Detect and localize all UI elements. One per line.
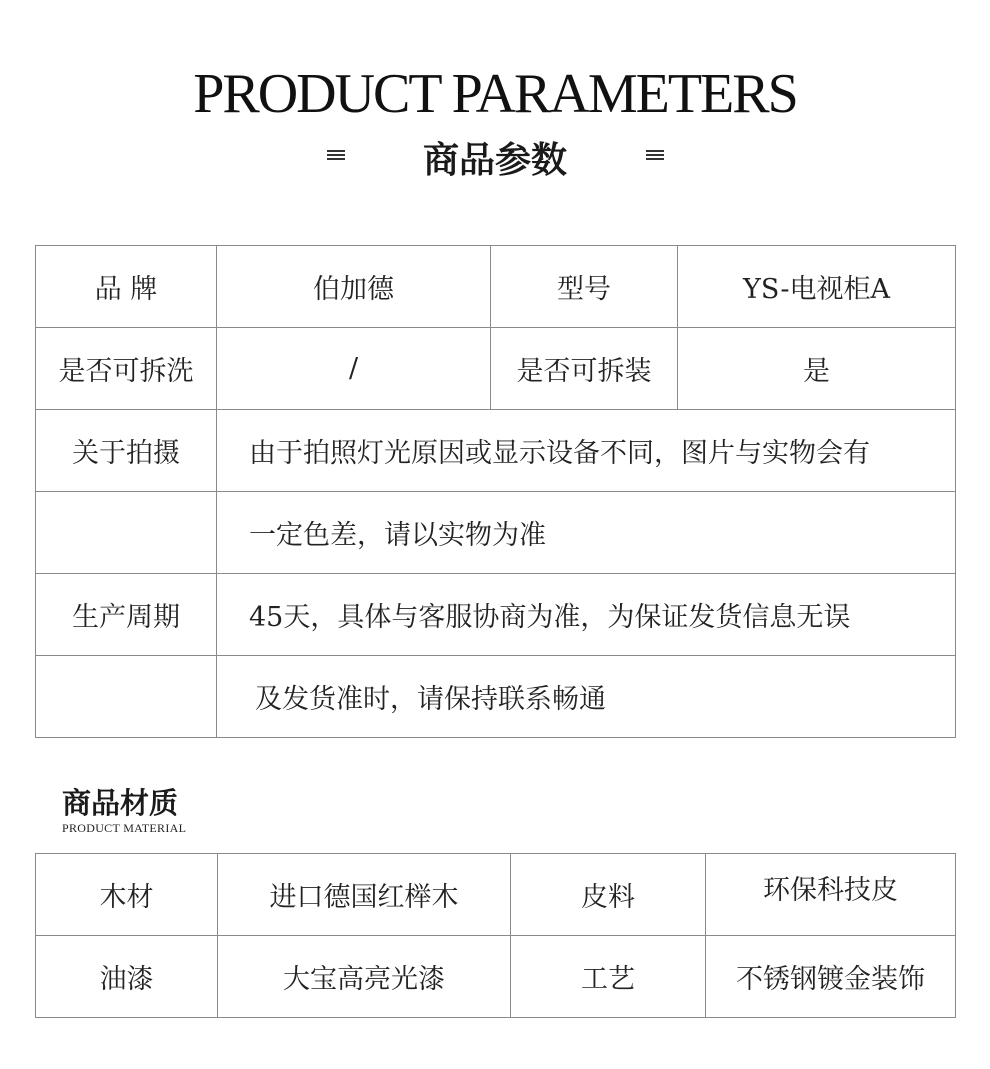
materials-table (35, 853, 956, 1018)
cycle-label: 生产周期 (36, 574, 217, 656)
leather-label: 皮料 (511, 854, 706, 936)
cycle-note-line1: 45天，具体与客服协商为准，为保证发货信息无误 (217, 574, 956, 656)
craft-value: 不锈钢镀金装饰 (706, 936, 956, 1018)
assembly-label: 是否可拆装 (491, 328, 678, 410)
materials-heading-zh: 商品材质 (62, 786, 179, 820)
table-row (36, 410, 956, 492)
cycle-note-line2: 及发货准时，请保持联系畅通 (217, 656, 956, 738)
double-line-icon (646, 150, 664, 160)
brand-label: 品 牌 (36, 246, 217, 328)
subtitle-zh: 商品参数 (422, 140, 567, 181)
parameters-table (35, 245, 956, 738)
table-row (36, 574, 956, 656)
leather-value: 环保科技皮 (706, 854, 956, 936)
empty-cell (36, 656, 217, 738)
washable-value: / (217, 328, 491, 410)
table-row (36, 492, 956, 574)
washable-label: 是否可拆洗 (36, 328, 217, 410)
subtitle-row (0, 132, 990, 182)
craft-label: 工艺 (511, 936, 706, 1018)
page-title: PRODUCT PARAMETERS (193, 63, 797, 125)
paint-value: 大宝高亮光漆 (218, 936, 511, 1018)
photo-note-line2: 一定色差，请以实物为准 (217, 492, 956, 574)
paint-label: 油漆 (36, 936, 218, 1018)
model-value: YS-电视柜A (678, 246, 956, 328)
model-label: 型号 (491, 246, 678, 328)
materials-heading-en: PRODUCT MATERIAL (62, 821, 187, 835)
photo-label: 关于拍摄 (36, 410, 217, 492)
wood-value: 进口德国红榉木 (218, 854, 511, 936)
table-row (36, 656, 956, 738)
table-row (36, 936, 956, 1018)
double-line-icon (327, 150, 345, 160)
table-row (36, 854, 956, 936)
assembly-value: 是 (678, 328, 956, 410)
photo-note-line1: 由于拍照灯光原因或显示设备不同，图片与实物会有 (217, 410, 956, 492)
brand-value: 伯加德 (217, 246, 491, 328)
empty-cell (36, 492, 217, 574)
wood-label: 木材 (36, 854, 218, 936)
table-row (36, 328, 956, 410)
table-row (36, 246, 956, 328)
materials-heading (62, 785, 186, 836)
